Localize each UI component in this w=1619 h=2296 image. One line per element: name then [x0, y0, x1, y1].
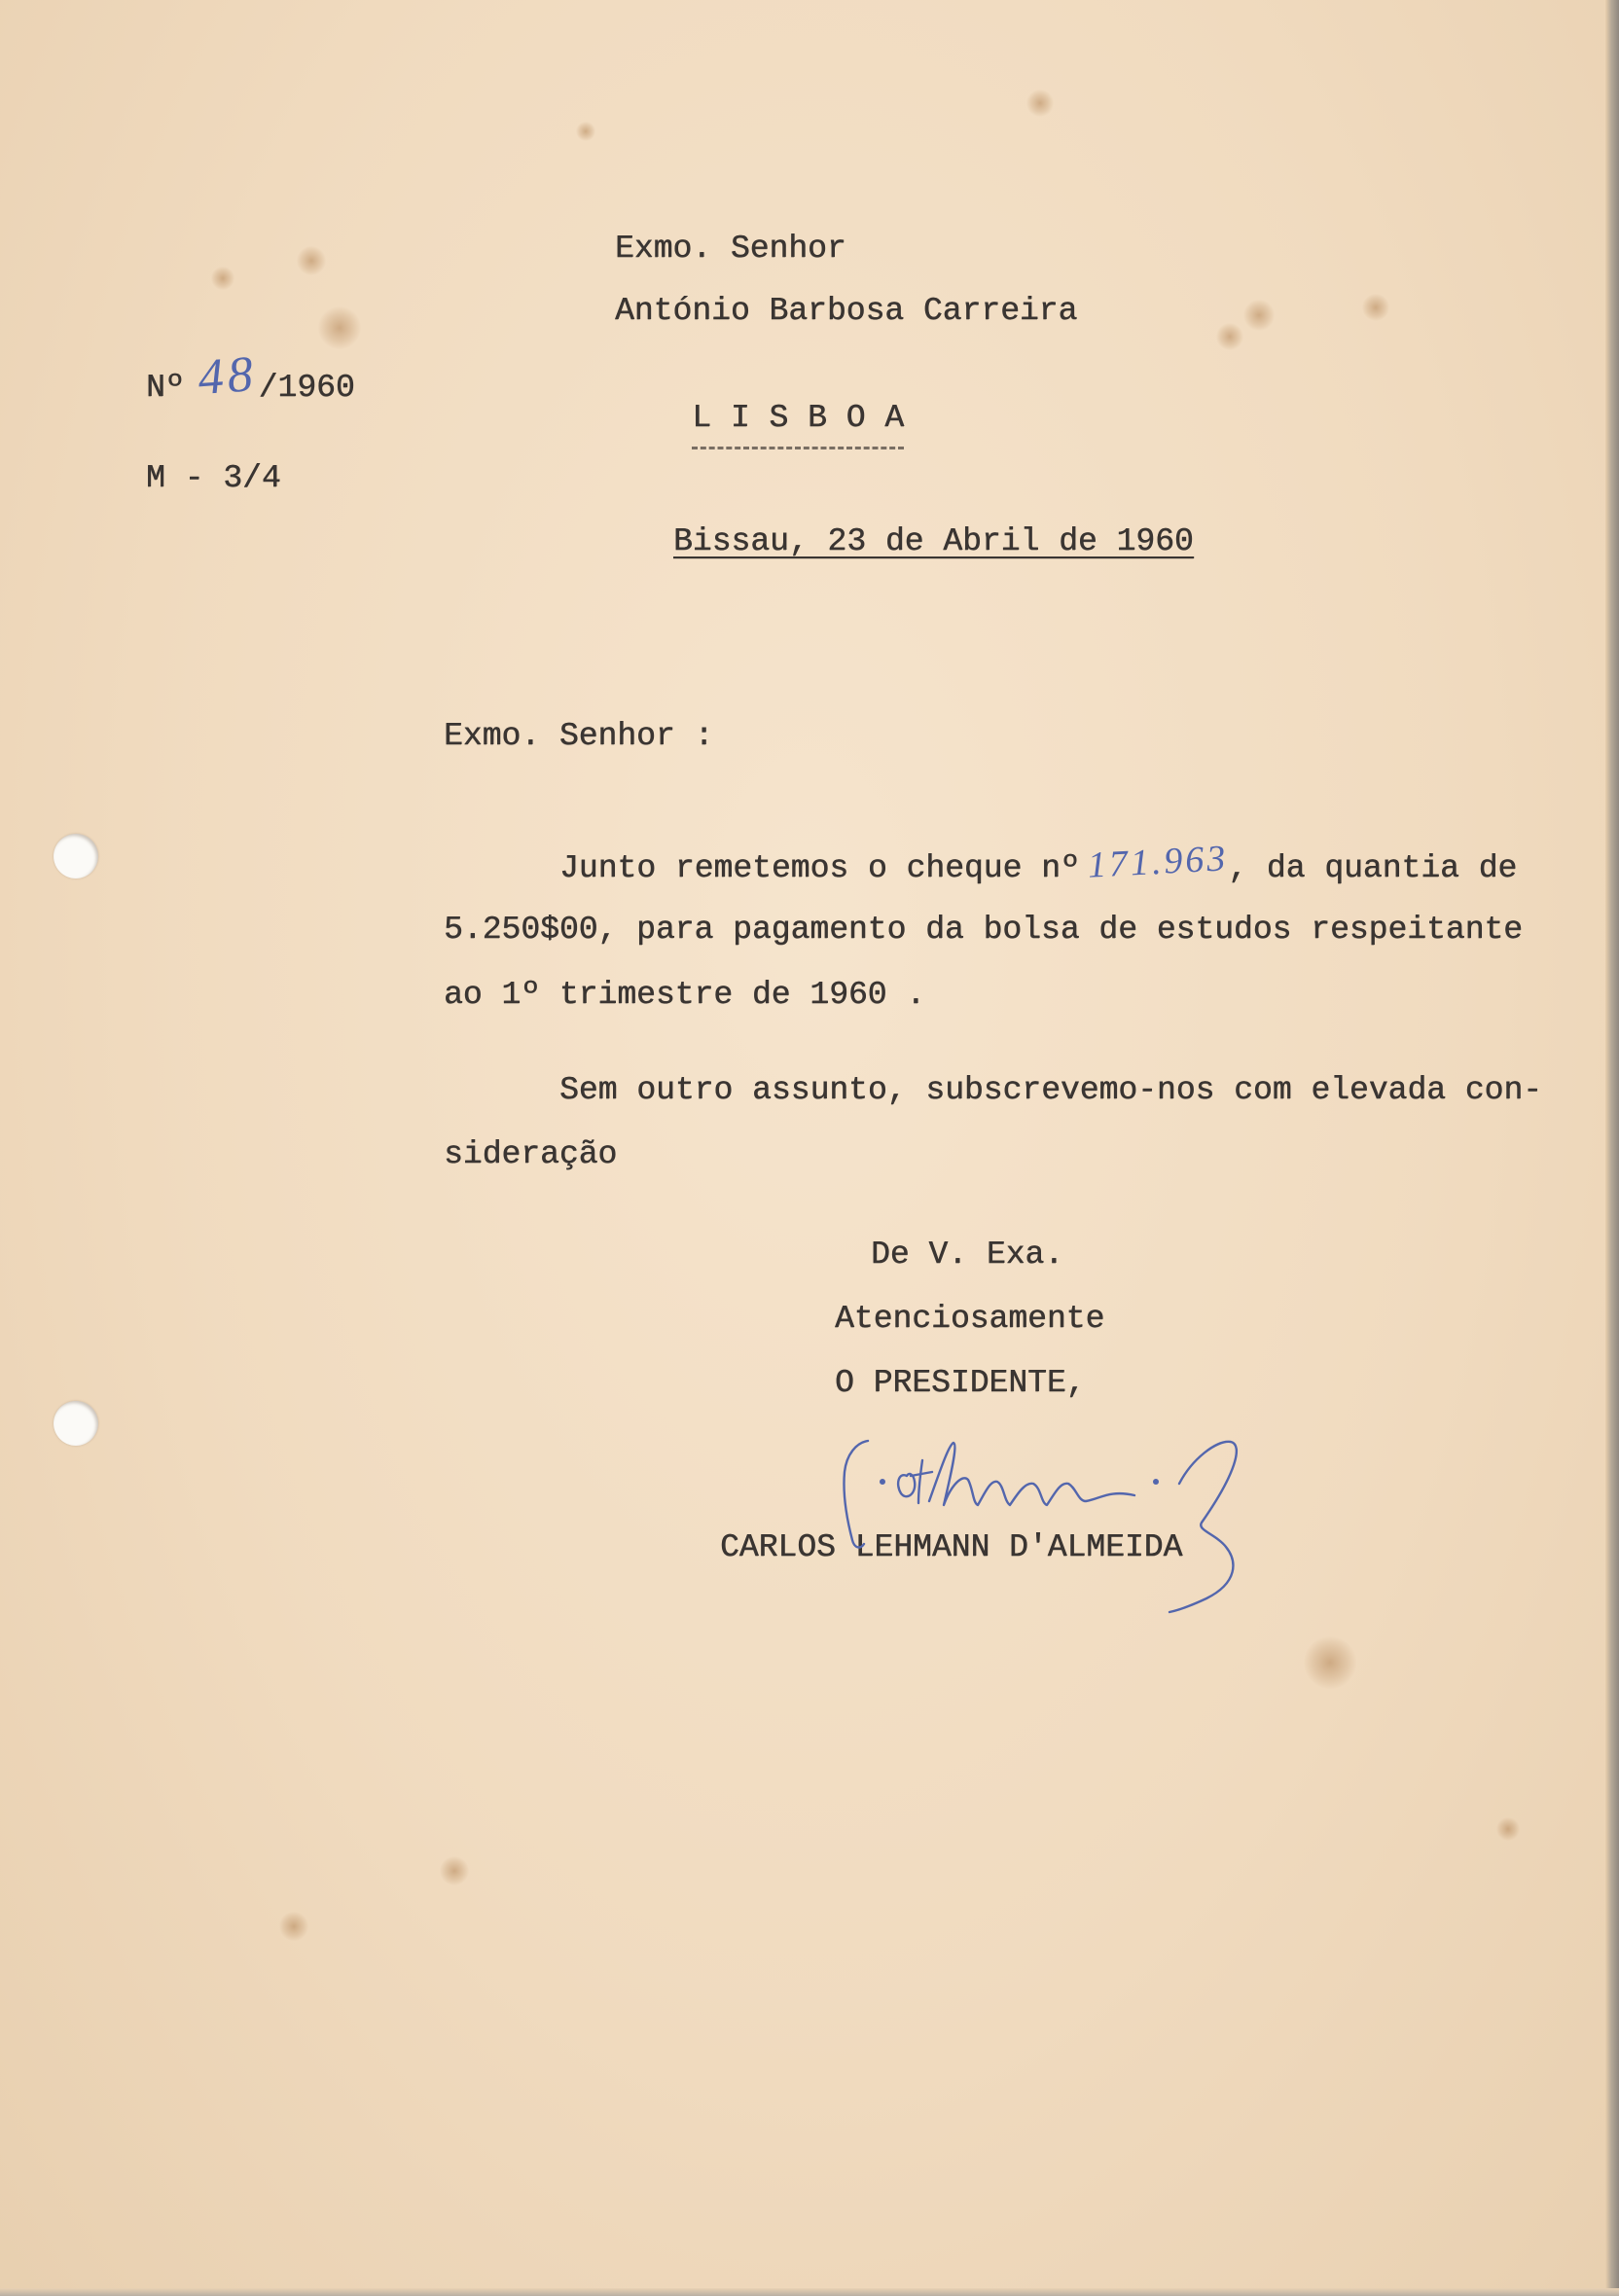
paper-stain [1216, 323, 1243, 350]
signatory-name: CARLOS LEHMANN D'ALMEIDA [720, 1529, 1183, 1565]
paper-stain [297, 246, 326, 275]
body-paragraph-1-line-3: ao 1º trimestre de 1960 . [444, 977, 926, 1013]
paper-edge-bottom [0, 2288, 1619, 2296]
signature-dot-2 [1153, 1479, 1159, 1485]
paper-stain [279, 1912, 308, 1941]
greeting: Exmo. Senhor : [444, 718, 714, 754]
paper-stain [211, 267, 234, 290]
signature-stroke-final [1169, 1442, 1237, 1612]
paper-edge-right [1605, 0, 1619, 2296]
reference-number-prefix: Nº [146, 370, 185, 406]
paper-stain [1496, 1817, 1520, 1841]
file-code: M - 3/4 [146, 460, 281, 496]
punch-hole-upper [54, 834, 98, 879]
body-paragraph-1-line-1 [559, 838, 1518, 888]
cheque-number-handwritten: 171.963 [1086, 838, 1230, 886]
paper-stain [576, 122, 595, 141]
reference-number [146, 345, 355, 408]
recipient-salutation: Exmo. Senhor [615, 231, 846, 267]
paper-stain [1243, 300, 1275, 331]
signature-stroke-loop [898, 1474, 915, 1496]
body-paragraph-2-line-2: sideração [444, 1136, 618, 1172]
recipient-city-text: L I S B O A [692, 399, 904, 449]
closing-line-3: O PRESIDENTE, [835, 1365, 1086, 1401]
paper-stain [1362, 294, 1389, 321]
body-p1-text-before: Junto remetemos o cheque nº [559, 850, 1080, 886]
recipient-city [615, 360, 904, 488]
body-paragraph-2-line-1: Sem outro assunto, subscrevemo-nos com elevada con- [559, 1072, 1542, 1108]
date-line: Bissau, 23 de Abril de 1960 [673, 523, 1194, 559]
reference-number-year: /1960 [258, 370, 355, 406]
signature-stroke-hook [844, 1441, 868, 1547]
closing-line-1: De V. Exa. [871, 1237, 1064, 1273]
body-paragraph-1-line-2: 5.250$00, para pagamento da bolsa de estudos respeitante [444, 912, 1523, 948]
signature [817, 1416, 1265, 1639]
paper-stain [440, 1856, 469, 1885]
paper-stain [318, 306, 361, 349]
signature-dot-1 [880, 1479, 885, 1485]
punch-hole-lower [54, 1401, 98, 1446]
body-p1-text-after: , da quantia de [1228, 850, 1518, 886]
closing-line-2: Atenciosamente [835, 1301, 1105, 1337]
recipient-name: António Barbosa Carreira [615, 293, 1078, 329]
signature-stroke-body [929, 1443, 1134, 1505]
paper-stain [1026, 90, 1054, 117]
reference-number-handwritten: 48 [196, 345, 259, 407]
paper-stain [1304, 1636, 1356, 1689]
